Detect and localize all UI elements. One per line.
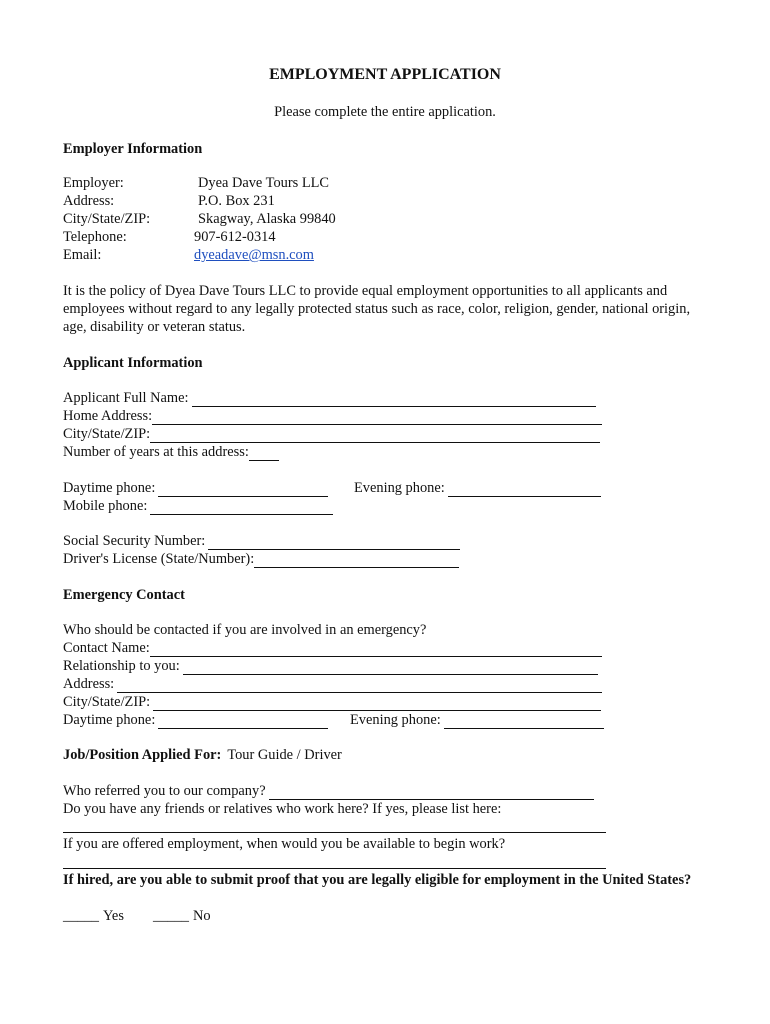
friends-question: Do you have any friends or relatives who work here? If yes, please list here: (63, 801, 502, 817)
emergency-evening-field[interactable] (444, 715, 604, 729)
emergency-evening-row (350, 711, 604, 729)
eligibility-yes-option[interactable] (63, 907, 124, 925)
applicant-full-name-row (63, 389, 596, 407)
mobile-phone-row (63, 497, 333, 515)
emergency-evening-label: Evening phone: (350, 712, 441, 728)
emergency-address-row (63, 675, 602, 693)
emergency-daytime-field[interactable] (158, 715, 328, 729)
daytime-phone-row (63, 479, 328, 497)
referred-row (63, 782, 594, 800)
emergency-address-field[interactable] (117, 679, 602, 693)
availability-field[interactable] (63, 868, 606, 869)
ssn-field[interactable] (208, 536, 460, 550)
home-address-row (63, 407, 602, 425)
emergency-question: Who should be contacted if you are involved in an emergency? (63, 622, 427, 638)
contact-name-label: Contact Name: (63, 640, 150, 656)
job-position-heading: Job/Position Applied For: (63, 747, 222, 763)
employer-email-label: Email: (63, 247, 102, 263)
referred-label: Who referred you to our company? (63, 783, 266, 799)
emergency-daytime-row (63, 711, 328, 729)
drivers-license-row (63, 550, 459, 568)
ssn-row (63, 532, 460, 550)
emergency-daytime-label: Daytime phone: (63, 712, 156, 728)
page-subtitle: Please complete the entire application. (274, 104, 496, 120)
applicant-city-field[interactable] (150, 429, 600, 443)
employer-city-value: Skagway, Alaska 99840 (198, 211, 336, 227)
employer-value: Dyea Dave Tours LLC (198, 175, 330, 191)
employer-address-label: Address: (63, 193, 115, 209)
equal-opportunity-policy: It is the policy of Dyea Dave Tours LLC to provide equal employment opportunities to all applicants and employees without regard to any legally protected status such as race, color, religion, gender, national origin, age, disability or veteran status. (63, 283, 691, 335)
employer-email-link[interactable]: dyeadave@msn.com (194, 247, 314, 263)
years-at-address-label: Number of years at this address: (63, 444, 249, 460)
years-at-address-row (63, 443, 279, 461)
emergency-city-field[interactable] (153, 697, 601, 711)
employer-label: Employer: (63, 175, 124, 191)
employer-address-value: P.O. Box 231 (198, 193, 275, 209)
eligibility-question: If hired, are you able to submit proof that you are legally eligible for employment in the United States? (63, 872, 692, 888)
evening-phone-field[interactable] (448, 483, 601, 497)
employer-city-label: City/State/ZIP: (63, 211, 151, 227)
drivers-license-label: Driver's License (State/Number): (63, 551, 255, 567)
availability-question: If you are offered employment, when would you be available to begin work? (63, 836, 506, 852)
ssn-label: Social Security Number: (63, 533, 206, 549)
applicant-full-name-field[interactable] (192, 393, 596, 407)
home-address-field[interactable] (152, 411, 602, 425)
relationship-label: Relationship to you: (63, 658, 180, 674)
emergency-section-heading: Emergency Contact (63, 587, 185, 603)
contact-name-field[interactable] (150, 643, 602, 657)
friends-field[interactable] (63, 832, 606, 833)
daytime-phone-label: Daytime phone: (63, 480, 156, 496)
eligibility-yes-label: Yes (102, 908, 124, 924)
eligibility-no-blank[interactable]: _____ (153, 908, 189, 924)
mobile-phone-field[interactable] (150, 501, 333, 515)
page-title: EMPLOYMENT APPLICATION (269, 66, 501, 83)
applicant-city-row (63, 425, 600, 443)
employer-telephone-label: Telephone: (63, 229, 127, 245)
emergency-city-row (63, 693, 601, 711)
home-address-label: Home Address: (63, 408, 153, 424)
job-position-row (63, 746, 342, 764)
eligibility-no-option[interactable] (153, 907, 211, 925)
applicant-city-label: City/State/ZIP: (63, 426, 151, 442)
mobile-phone-label: Mobile phone: (63, 498, 148, 514)
contact-name-row (63, 639, 602, 657)
evening-phone-label: Evening phone: (354, 480, 445, 496)
applicant-section-heading: Applicant Information (63, 355, 203, 371)
eligibility-yes-blank[interactable]: _____ (63, 908, 99, 924)
drivers-license-field[interactable] (254, 554, 459, 568)
relationship-field[interactable] (183, 661, 598, 675)
years-at-address-field[interactable] (249, 447, 279, 461)
employer-telephone-value: 907-612-0314 (194, 229, 276, 245)
daytime-phone-field[interactable] (158, 483, 328, 497)
evening-phone-row (354, 479, 601, 497)
employer-section-heading: Employer Information (63, 141, 203, 157)
relationship-row (63, 657, 598, 675)
job-position-value: Tour Guide / Driver (227, 747, 342, 763)
applicant-full-name-label: Applicant Full Name: (63, 390, 189, 406)
emergency-address-label: Address: (63, 676, 115, 692)
emergency-city-label: City/State/ZIP: (63, 694, 151, 710)
referred-field[interactable] (269, 786, 594, 800)
eligibility-no-label: No (192, 908, 211, 924)
